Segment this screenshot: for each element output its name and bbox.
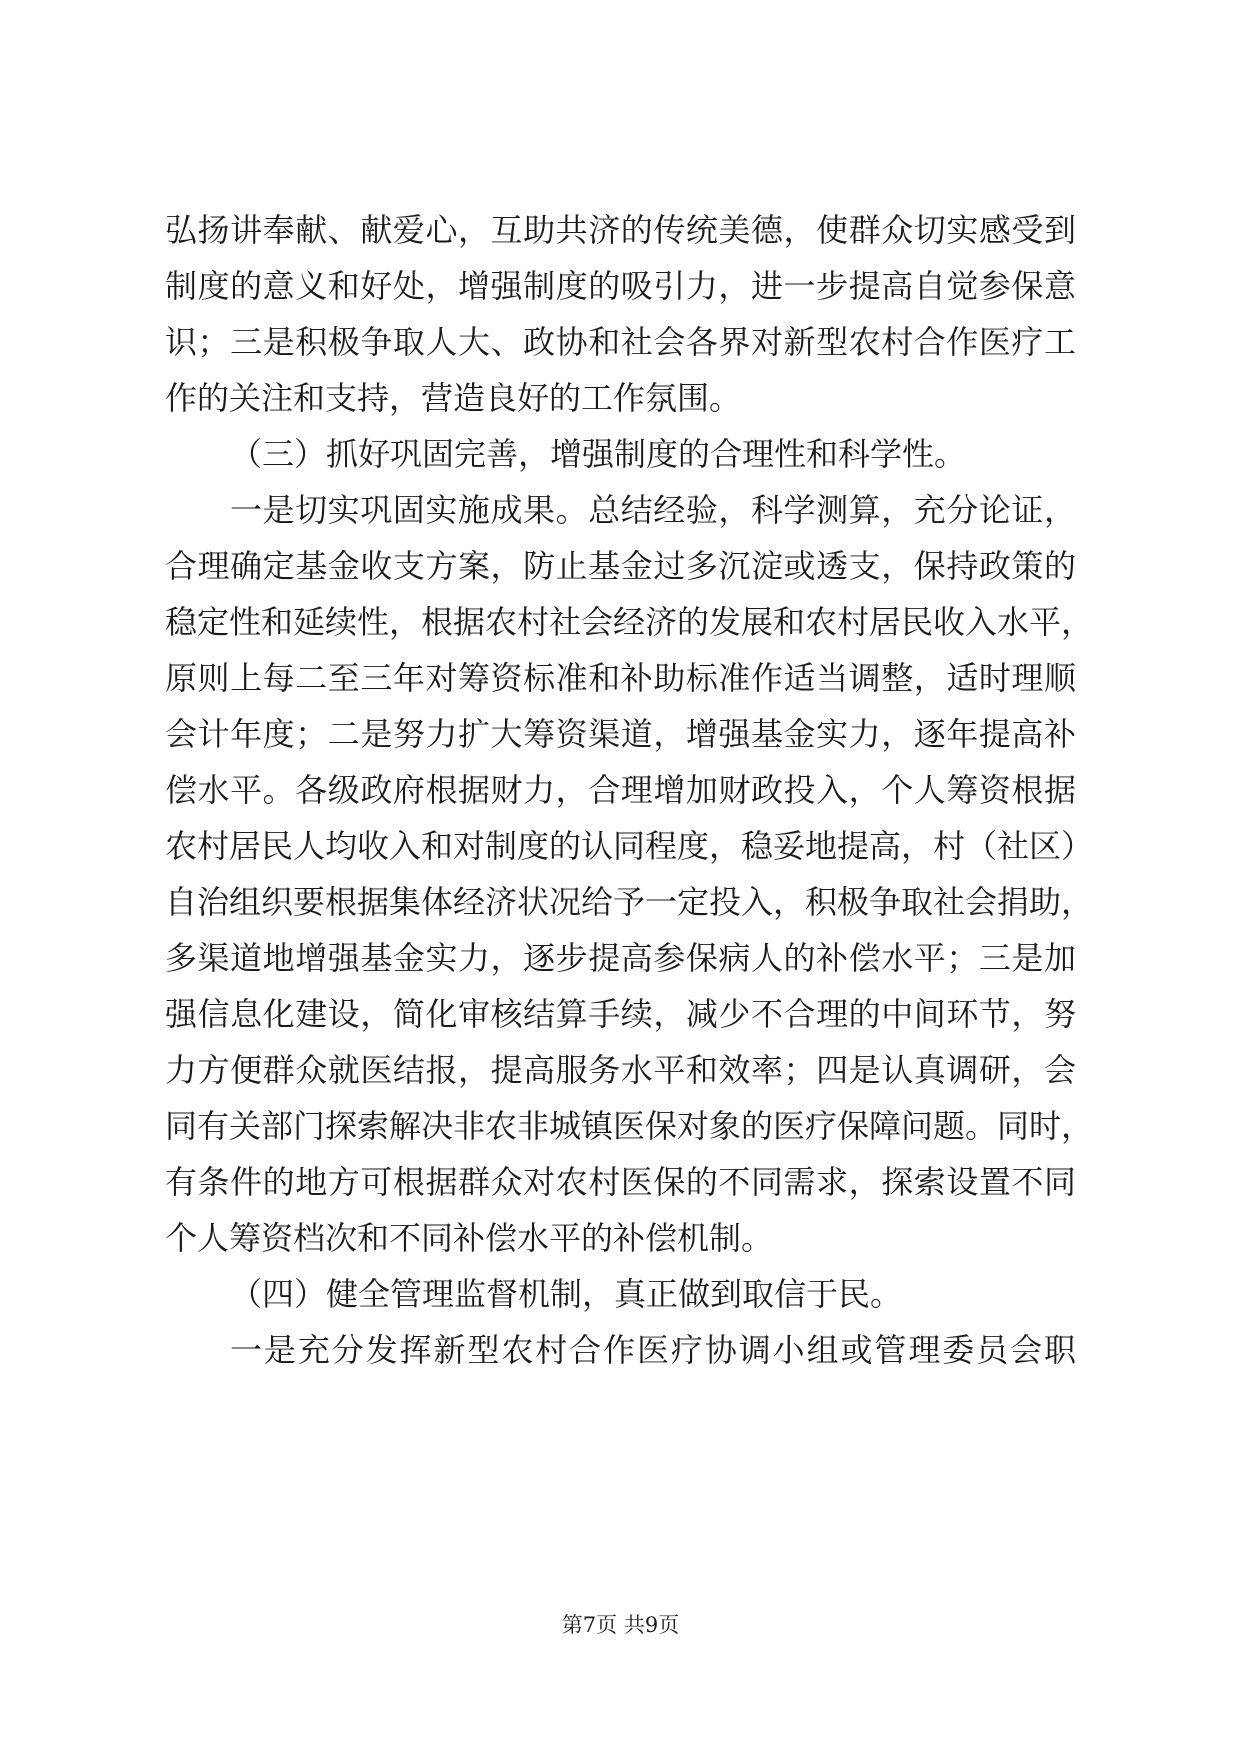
line-text: 农村居民人均收入和对制度的认同程度，稳妥地提高，村（社区） [165,827,1094,865]
line-text: 有条件的地方可根据群众对农村医保的不同需求，探索设置不同 [165,1163,1076,1201]
paragraph-line [0,1330,1241,1370]
line-text: 一是充分发挥新型农村合作医疗协调小组或管理委员会职 [230,1331,1076,1369]
line-text: 个人筹资档次和不同补偿水平的补偿机制。 [165,1219,774,1257]
line-text: 识；三是积极争取人大、政协和社会各界对新型农村合作医疗工 [165,323,1076,361]
paragraph-line [0,882,1241,922]
paragraph-line [0,1218,1241,1258]
paragraph-line [0,490,1241,530]
paragraph-line [0,322,1241,362]
paragraph-line [0,378,1241,418]
paragraph-line [0,546,1241,586]
line-text: 合理确定基金收支方案，防止基金过多沉淀或透支，保持政策的 [165,547,1076,585]
section-heading [0,434,1241,474]
line-text: 作的关注和支持，营造良好的工作氛围。 [165,379,742,417]
line-text: 会计年度；二是努力扩大筹资渠道，增强基金实力，逐年提高补 [165,715,1076,753]
paragraph-line [0,938,1241,978]
paragraph-line [0,1106,1241,1146]
paragraph-line [0,714,1241,754]
line-text: 一是切实巩固实施成果。总结经验，科学测算，充分论证， [230,491,1076,529]
section-heading [0,1274,1241,1314]
paragraph-line [0,1162,1241,1202]
heading-text: （四）健全管理监督机制，真正做到取信于民。 [230,1275,903,1313]
page-footer: 第7页 共9页 [561,1613,680,1637]
paragraph-line [0,994,1241,1034]
paragraph-line [0,658,1241,698]
paragraph-line [0,826,1241,866]
paragraph-line [0,602,1241,642]
paragraph-line [0,770,1241,810]
line-text: 同有关部门探索解决非农非城镇医保对象的医疗保障问题。同时， [165,1107,1094,1145]
line-text: 自治组织要根据集体经济状况给予一定投入，积极争取社会捐助， [165,883,1094,921]
line-text: 强信息化建设，简化审核结算手续，减少不合理的中间环节，努 [165,995,1076,1033]
line-text: 制度的意义和好处，增强制度的吸引力，进一步提高自觉参保意 [165,267,1076,305]
line-text: 多渠道地增强基金实力，逐步提高参保病人的补偿水平；三是加 [165,939,1076,977]
heading-text: （三）抓好巩固完善，增强制度的合理性和科学性。 [230,435,967,473]
line-text: 力方便群众就医结报，提高服务水平和效率；四是认真调研，会 [165,1051,1076,1089]
paragraph-line [0,1050,1241,1090]
line-text: 偿水平。各级政府根据财力，合理增加财政投入，个人筹资根据 [165,771,1076,809]
paragraph-line [0,210,1241,250]
line-text: 原则上每二至三年对筹资标准和补助标准作适当调整，适时理顺 [165,659,1076,697]
paragraph-line [0,266,1241,306]
line-text: 弘扬讲奉献、献爱心，互助共济的传统美德，使群众切实感受到 [165,211,1076,249]
line-text: 稳定性和延续性，根据农村社会经济的发展和农村居民收入水平， [165,603,1094,641]
